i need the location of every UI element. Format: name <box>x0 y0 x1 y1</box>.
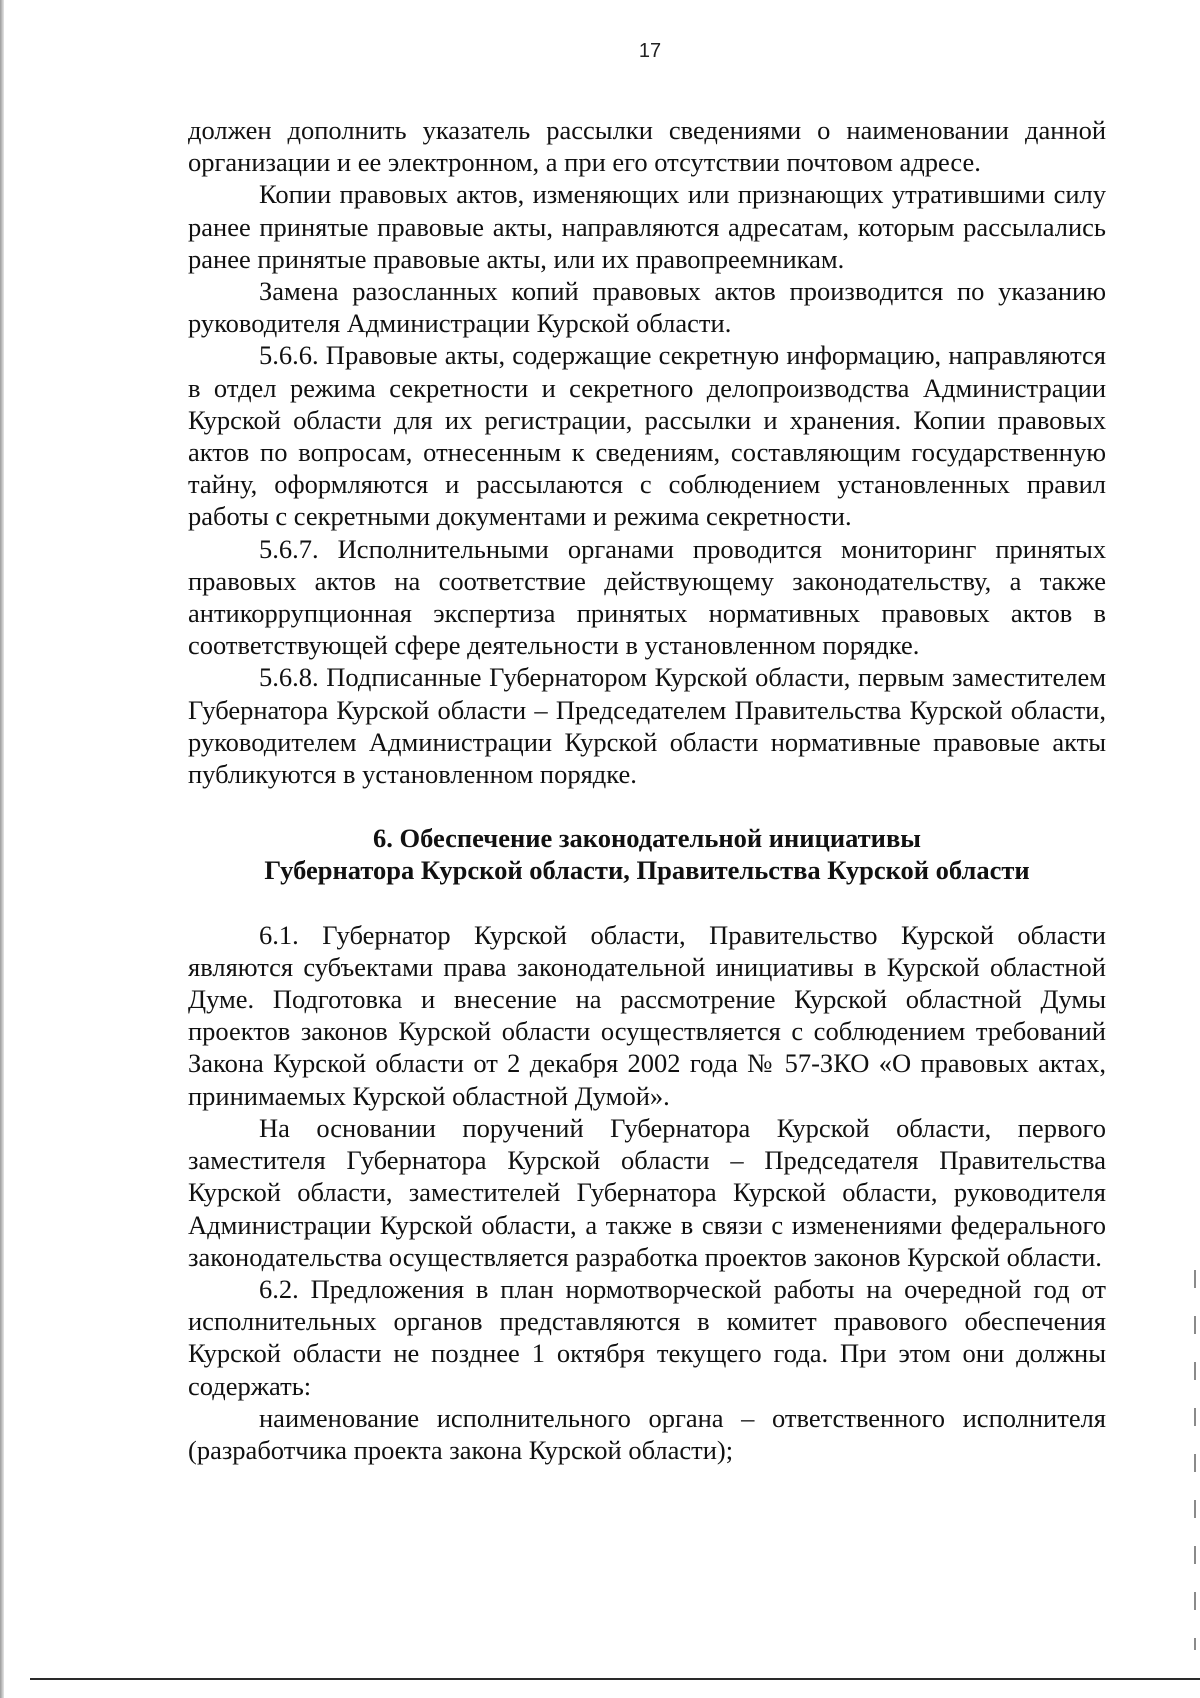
paragraph-p2: Копии правовых актов, изменяющих или признающих утратившими силу ранее принятые правовые акты, направляются адресатам, которым рассылались ранее принятые правовые акты, или их правопреемникам. <box>188 179 1106 274</box>
heading-spacer-bottom <box>188 887 1106 919</box>
paragraph-p3: Замена разосланных копий правовых актов производится по указанию руководителя Администрации Курской области. <box>188 276 1106 339</box>
heading-spacer-top <box>188 790 1106 822</box>
paragraph-p9: 6.2. Предложения в план нормотворческой работы на очередной год от исполнительных органов представляются в комитет правового обеспечения Курской области не позднее 1 октября текущего года. При этом они должны содержать: <box>188 1273 1106 1401</box>
section-heading-line1: 6. Обеспечение законодательной инициативы <box>373 823 921 854</box>
paragraph-p1: должен дополнить указатель рассылки сведениями о наименовании данной организации и ее электронном, а при его отсутствии почтовом адресе. <box>188 115 1106 178</box>
paragraph-p8: На основании поручений Губернатора Курской области, первого заместителя Губернатора Курской области – Председателя Правительства Курской области, заместителей Губернатора Курской области, руководителя Администрации Курской области, а также в связи с изменениями федерального законодательства осуществляется разработка проектов законов Курской области. <box>188 1112 1106 1272</box>
scan-bottom-line <box>30 1678 1200 1680</box>
document-body <box>188 114 1106 1466</box>
paragraph-p5: 5.6.7. Исполнительными органами проводится мониторинг принятых правовых актов на соответствие действующему законодательству, а также антикоррупционная экспертиза принятых нормативных правовых актов в соответствующей сфере деятельности в установленном порядке. <box>188 533 1106 661</box>
paragraph-p10: наименование исполнительного органа – ответственного исполнителя (разработчика проекта закона Курской области); <box>188 1402 1106 1465</box>
section-heading-line2: Губернатора Курской области, Правительства Курской области <box>264 855 1030 886</box>
paragraph-p7: 6.1. Губернатор Курской области, Правительство Курской области являются субъектами права законодательной инициативы в Курской областной Думе. Подготовка и внесение на рассмотрение Курской областной Думы проектов законов Курской области осуществляется с соблюдением требований Закона Курской области от 2 декабря 2002 года № 57-ЗКО «О правовых актах, принимаемых Курской областной Думой». <box>188 919 1106 1111</box>
page-number: 17 <box>638 40 662 62</box>
paragraph-p4: 5.6.6. Правовые акты, содержащие секретную информацию, направляются в отдел режима секретности и секретного делопроизводства Администрации Курской области для их регистрации, рассылки и хранения. Копии правовых актов по вопросам, отнесенным к сведениям, составляющим государственную тайну, оформляются и рассылаются с соблюдением установленных правил работы с секретными документами и режима секретности. <box>188 340 1106 532</box>
paragraph-p6: 5.6.8. Подписанные Губернатором Курской области, первым заместителем Губернатора Курской области – Председателем Правительства Курской области, руководителем Администрации Курской области нормативные правовые акты публикуются в установленном порядке. <box>188 662 1106 790</box>
scan-left-edge <box>0 0 4 1698</box>
scan-right-marks <box>1194 1270 1196 1650</box>
